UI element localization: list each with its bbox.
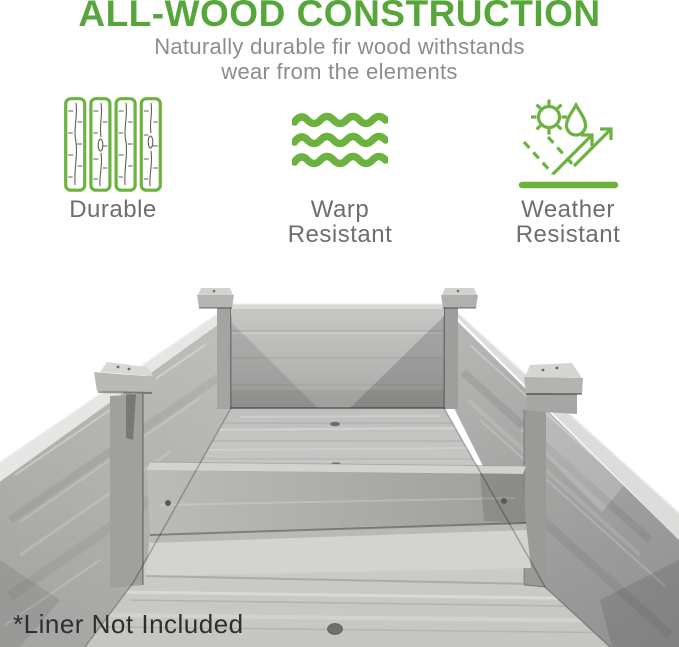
far-right-post-cap <box>442 288 477 295</box>
mid-right-post-cap <box>524 363 583 394</box>
back-panel-top-edge <box>231 304 444 309</box>
feature-label-weather-resistant: Weather Resistant <box>515 196 621 248</box>
drainage-hole-back <box>330 422 340 426</box>
main-title: ALL-WOOD CONSTRUCTION <box>78 0 601 34</box>
liner-footnote: *Liner Not Included <box>13 609 244 639</box>
back-end-panel <box>231 304 444 409</box>
divider-screw-left <box>165 500 171 506</box>
subtitle-line-2: wear from the elements <box>221 59 458 84</box>
feature-label-durable: Durable <box>69 196 157 223</box>
center-divider-board <box>146 462 532 584</box>
divider-screw-right <box>501 498 507 504</box>
mid-left-post <box>110 394 143 588</box>
subtitle-line-1: Naturally durable fir wood withstands <box>154 34 525 59</box>
drainage-hole-front <box>328 624 343 635</box>
feature-label-warp-resistant: Warp Resistant <box>287 196 393 248</box>
far-left-post-cap <box>198 288 233 295</box>
